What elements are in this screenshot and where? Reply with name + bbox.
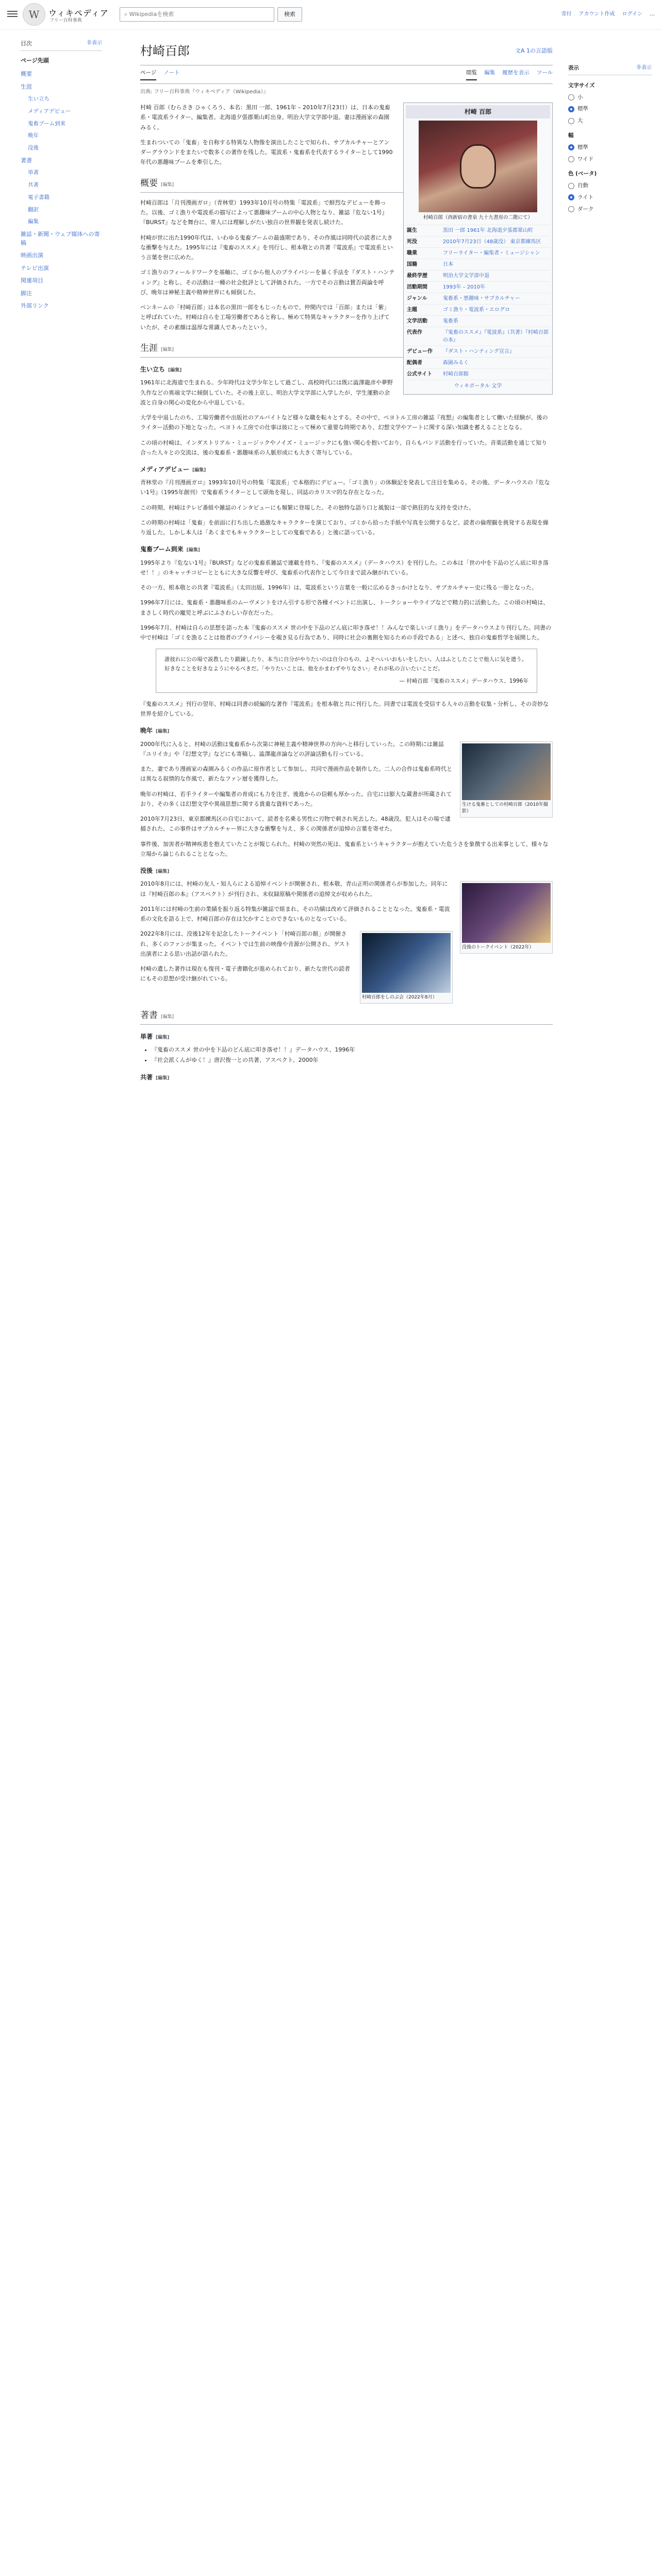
- tagline: フリー百科事典: [49, 18, 82, 23]
- paragraph: 1996年7月、村崎は自らの思想を語った本『鬼畜のススメ 世の中を下品のどん底に叩き落せ！！みんなで楽しいゴミ漁り』をデータハウスより刊行した。同書の中で村崎は「ゴミを漁ることは他者のプライバシーを覗き見る行為であり、同時に社会の裏側を知るための手段である」と述べ、独自の鬼畜哲学を展開した。: [140, 624, 552, 641]
- toc-item[interactable]: 鬼畜ブーム到来: [28, 120, 66, 127]
- infobox-value[interactable]: 『ダスト・ハンティング宣言』: [443, 349, 515, 355]
- heading-text: 共著: [140, 1073, 153, 1081]
- paragraph: 2000年代に入ると、村崎の活動は鬼畜系から次第に神秘主義や精神世界の方向へと移行していった。この時期には雑誌『ユリイカ』や『幻想文学』などにも寄稿し、澁澤龍彦論などの評論活動も行っている。: [140, 740, 444, 757]
- wikipedia-logo-icon[interactable]: W: [23, 3, 45, 26]
- toc-item[interactable]: 関連項目: [21, 277, 43, 284]
- search-button[interactable]: 検索: [277, 7, 302, 22]
- toc-item[interactable]: 単著: [28, 170, 39, 176]
- infobox-row: [406, 259, 550, 270]
- toc-hide-button[interactable]: 非表示: [87, 40, 102, 46]
- thumbnail-image[interactable]: [362, 933, 451, 993]
- option-label: 小: [577, 94, 583, 100]
- paragraph: 村崎百郎は「月刊漫画ガロ」（青林堂）1993年10月号の特集「電波系」で鮮烈なデビューを飾った。以後、ゴミ漁りや電波系の描写によって悪趣味ブームの中心人物となり、雑誌『危ない1号』『BURST』などを舞台に、常人には理解しがたい独自の世界観を発表し続けた。: [140, 199, 388, 226]
- thumbnail-caption: 生ける鬼畜としての村崎百郎（2010年撮影）: [462, 802, 548, 815]
- tab-page[interactable]: ページ: [140, 69, 156, 80]
- infobox-value[interactable]: 森園みるく: [443, 360, 469, 366]
- page-tabs: [140, 69, 553, 84]
- infobox-label: ジャンル: [407, 296, 427, 302]
- infobox-caption: 村崎百郎（西新宿の書泉 九十九書房の二階にて）: [423, 215, 533, 221]
- width-option[interactable]: [568, 155, 652, 164]
- paragraph: 2011年には村崎の生前の業績を振り返る特集が雑誌で組まれ、その功績は改めて評価されることとなった。鬼畜系・電波系の文化を語る上で、村崎百郎の存在は欠かすことのできないものとなっている。: [140, 905, 450, 923]
- toc-item[interactable]: 晩年: [28, 132, 39, 139]
- edit-link[interactable]: [編集]: [192, 468, 206, 473]
- toc-item[interactable]: 雑誌・新聞・ウェブ媒体への寄稿: [21, 231, 100, 246]
- heading-text: 生い立ち: [140, 366, 166, 374]
- infobox-label: 主題: [407, 307, 417, 313]
- language-button[interactable]: 文A 1の言語版: [515, 47, 553, 54]
- infobox-name: 村崎 百郎: [406, 105, 550, 118]
- option-label: ワイド: [577, 156, 594, 162]
- toc-item[interactable]: テレビ出演: [21, 264, 49, 272]
- edit-link[interactable]: [編集]: [186, 548, 200, 553]
- toc-item[interactable]: 生い立ち: [28, 96, 49, 103]
- paragraph: ペンネームの「村崎百郎」は本名の黒田一郎をもじったもので、仲間内では「百郎」または「紫」と呼ばれていた。村崎は自らを工場労働者であると称し、極めて特異なキャラクターを作り上げていたが、その素顔は温厚な常識人であったという。: [140, 304, 390, 331]
- radio-icon[interactable]: [568, 156, 574, 162]
- search-placeholder: Wikipediaを検索: [129, 11, 174, 18]
- color-option[interactable]: [568, 193, 652, 202]
- site-sub: 出典: フリー百科事典『ウィキペディア（Wikipedia）』: [140, 89, 269, 95]
- infobox-label: 代表作: [407, 330, 422, 336]
- text-size-options: [568, 93, 652, 125]
- subsection-heading-debut: [140, 465, 553, 474]
- infobox-label: 配偶者: [407, 360, 422, 366]
- toc-item[interactable]: 概要: [21, 71, 32, 78]
- infobox-row: [406, 327, 550, 346]
- width-options: [568, 143, 652, 164]
- toc-item[interactable]: 外部リンク: [21, 302, 49, 310]
- quote-block: [156, 649, 537, 693]
- color-option[interactable]: [568, 205, 652, 214]
- infobox-value[interactable]: 鬼畜系: [443, 318, 458, 325]
- infobox-value[interactable]: 村崎百郎館: [443, 371, 469, 378]
- heading-text: 単著: [140, 1032, 153, 1040]
- list-item: • 『社会派くんがゆく！』唐沢俊一との共著、アスペクト、2000年: [152, 1055, 553, 1065]
- paragraph: 2010年7月23日、東京都練馬区の自宅において、読者を名乗る男性に刃物で刺され死去した。48歳没。犯人はその場で逮捕された。この事件はサブカルチャー界に大きな衝撃を与え、多くの関係者が追悼の言葉を寄せた。: [140, 816, 451, 833]
- infobox: [403, 103, 553, 395]
- infobox-label: 誕生: [407, 228, 417, 234]
- edit-link[interactable]: [編集]: [156, 1075, 170, 1081]
- infobox-label: 最終学歴: [407, 273, 427, 279]
- thumbnail[interactable]: [460, 881, 553, 954]
- color-label: 色 (ベータ): [568, 171, 597, 177]
- infobox-row: [406, 293, 550, 304]
- toc-item[interactable]: 翻訳: [28, 206, 39, 213]
- edit-link[interactable]: [編集]: [161, 347, 174, 352]
- paragraph: 青林堂の『月刊漫画ガロ』1993年10月号の特集「電波系」で本格的にデビュー。「ゴミ漁り」の体験記を発表して注目を集める。その後、データハウスの『危ない1号』（1995年創刊）で鬼畜系ライターとして頭角を現し、同誌のカリスマ的な存在となった。: [140, 479, 550, 496]
- toc-item[interactable]: 編集: [28, 218, 39, 225]
- infobox-row: [406, 304, 550, 315]
- toc-item[interactable]: 脚注: [21, 290, 32, 297]
- edit-link[interactable]: [編集]: [161, 1014, 174, 1020]
- width-option[interactable]: [568, 143, 652, 152]
- width-label: 幅: [568, 132, 574, 139]
- infobox-row: [406, 270, 550, 281]
- toc-sidebar: [0, 30, 109, 313]
- quote-source: — 村崎百郎『鬼畜のススメ』データハウス、1996年: [399, 678, 528, 685]
- thumbnail-image[interactable]: [462, 743, 551, 800]
- more-menu-icon[interactable]: …: [650, 11, 655, 17]
- thumbnail-caption: 没後のトークイベント（2022年）: [462, 945, 534, 951]
- infobox-row: [406, 225, 550, 236]
- infobox-label: 公式サイト: [407, 371, 433, 378]
- toc-item[interactable]: 生涯: [21, 83, 32, 90]
- toc-item[interactable]: 没後: [28, 145, 39, 151]
- infobox-label: 活動期間: [407, 284, 427, 291]
- heading-text: 概要: [140, 178, 158, 189]
- search-icon: ⌕: [124, 11, 129, 18]
- paragraph: 2022年8月には、没後12年を記念したトークイベント「村崎百郎の館」が開催され、多くのファンが集まった。イベントでは生前の映像や音源が公開され、ゲスト出演者による思い出話が語られた。: [140, 930, 351, 957]
- wordmark[interactable]: ウィキペディア: [48, 8, 109, 18]
- option-label: 標準: [577, 144, 588, 150]
- infobox-value[interactable]: 1993年 – 2010年: [443, 284, 486, 291]
- appearance-head: [568, 64, 652, 75]
- tools-sidebar: [562, 30, 658, 217]
- paragraph: また、妻であり漫画家の森園みるくの作品に原作者として参加し、共同で漫画作品を制作した。二人の合作は鬼畜系時代とは異なる叙情的な作風で、新たなファン層を獲得した。: [140, 766, 452, 783]
- paragraph: 大学を中退したのち、工場労働者や出版社のアルバイトなど様々な職を転々とする。その中で、ペヨトル工房の雑誌『夜想』の編集者として働いた経験が、後のライター活動の下地となった。ペヨトル工房での仕事は彼にとって極めて重要な時期であり、幻想文学やアートに関する深い知識を蓄えることとなる。: [140, 414, 548, 431]
- infobox-value[interactable]: 明治大学文学部中退: [443, 273, 489, 279]
- list-item: • 『鬼畜のススメ 世の中を下品のどん底に叩き落せ！！』データハウス、1996年: [152, 1045, 553, 1055]
- paragraph: 1996年7月には、鬼畜系・悪趣味系のムーヴメントをけん引する形で各種イベントに出演し、トークショーやライブなどで精力的に活動した。この頃の村崎は、まさしく時代の寵児と呼ぶにふさわしい存在だった。: [140, 599, 549, 616]
- edit-link[interactable]: [編集]: [156, 1035, 170, 1040]
- tab-talk[interactable]: ノート: [163, 70, 180, 76]
- toc-item[interactable]: 電子書籍: [28, 194, 49, 200]
- thumbnail[interactable]: [460, 741, 553, 818]
- portrait-figure: [460, 144, 496, 189]
- radio-icon[interactable]: [568, 183, 574, 189]
- infobox-value[interactable]: 日本: [443, 262, 453, 268]
- heading-text: 没後: [140, 867, 153, 875]
- appearance-heading: 表示: [568, 65, 579, 71]
- heading-text: 鬼畜ブーム到来: [140, 546, 184, 553]
- thumbnail-image[interactable]: [462, 883, 551, 943]
- infobox-value[interactable]: 黒田 一郎 1961年 北海道夕張郡栗山町: [443, 228, 533, 234]
- paragraph: 『鬼畜のススメ』刊行の翌年、村崎は同書の続編的な著作『電波系』を根本敬と共に刊行した。同書では電波を受信する人々の言動を収集・分析し、その奇妙な世界を紹介している。: [140, 700, 549, 718]
- paragraph: 村崎が世に出た1990年代は、いわゆる鬼畜ブームの最盛期であり、その作風は同時代の読者に大きな衝撃を与えた。1995年には『鬼畜のススメ』を刊行し、根本敬との共著『電波系』で電波系という言葉を世に広めた。: [140, 234, 393, 261]
- edit-link[interactable]: [編集]: [156, 729, 170, 735]
- tab-edit[interactable]: 編集: [484, 70, 495, 76]
- radio-icon[interactable]: [568, 106, 574, 112]
- paragraph: 晩年の村崎は、若手ライターや編集者の育成にも力を注ぎ、後進からの信頼も厚かった。自宅には膨大な蔵書が所蔵されており、その多くは幻想文学や異端思想に関する貴重な資料であった。: [140, 790, 452, 807]
- portal-link[interactable]: ウィキポータル 文学: [406, 380, 550, 392]
- toc-item[interactable]: 映画出演: [21, 252, 43, 259]
- radio-icon[interactable]: [568, 94, 574, 100]
- text-size-label: 文字サイズ: [568, 82, 595, 89]
- paragraph: 2010年8月には、村崎の友人・知人らによる追悼イベントが開催され、根本敬、青山正明の関係者らが参加した。同年には『村崎百郎の本』（アスペクト）が刊行され、未収録原稿や関係者の追悼文が収められた。: [140, 880, 448, 897]
- heading-text: メディアデビュー: [140, 466, 190, 473]
- subsection-heading-single: [140, 1032, 553, 1042]
- text-option[interactable]: [568, 105, 652, 113]
- infobox-value[interactable]: 2010年7月23日（48歳没） 東京都練馬区: [443, 239, 541, 245]
- infobox-label: 文学活動: [407, 318, 427, 325]
- infobox-row: [406, 368, 550, 380]
- infobox-value[interactable]: 『鬼畜のススメ』『電波系』（共著）『村崎百郎の本』: [443, 330, 549, 344]
- option-label: ライト: [577, 194, 594, 200]
- heading-text: 晩年: [140, 727, 153, 735]
- infobox-value[interactable]: ゴミ漁り・電波系・エログロ: [443, 307, 510, 313]
- user-links: [561, 10, 655, 19]
- subsection-heading-boom: [140, 545, 553, 554]
- toc-list: [21, 68, 102, 313]
- infobox-label: 国籍: [407, 262, 417, 268]
- color-options: [568, 181, 652, 213]
- paragraph: ゴミ漁りのフィールドワークを基軸に、ゴミから他人のプライバシーを暴く手法を『ダスト・ハンティング』と称し、その活動は一種の社会批評として評価された。一方でその言動は賛否両論を呼び、晩年は神秘主義や精神世界にも傾倒した。: [140, 269, 395, 296]
- toc-head: [21, 39, 102, 51]
- subsection-heading-late: [140, 726, 553, 736]
- page-title: [140, 41, 553, 65]
- search-input[interactable]: [120, 7, 274, 22]
- login-link[interactable]: ログイン: [622, 11, 642, 17]
- works-list: [152, 1045, 553, 1065]
- toc-item[interactable]: 共著: [28, 182, 39, 189]
- lead-paragraph: 生まれついての「鬼畜」を自称する特異な人物像を演出したことで知られ、サブカルチャーとアンダーグラウンドをまたいで数多くの著作を残した。電波系・鬼畜系を代表するライターとして1990年代の悪趣味ブームを牽引した。: [140, 139, 393, 166]
- heading-text: 著書: [140, 1010, 158, 1021]
- tab-tools[interactable]: ツール: [536, 70, 553, 76]
- main-content: [140, 30, 553, 1086]
- quote-text: 誰彼れに公の場で説教したり鍛錬したり、本当に自分がやりたいのは自分のもの、よそへいいおもいをしたい。人はふとしたことで他人に気を遣う。好きなことを好きなようにやるべきだ。「やりたいことは、他をかまわずやりなさい」それが私の言いたいことだ。: [164, 656, 527, 672]
- infobox-row: [406, 236, 550, 247]
- edit-link[interactable]: [編集]: [156, 869, 170, 875]
- option-label: ダーク: [577, 206, 594, 212]
- infobox-rows: [406, 225, 550, 380]
- page-title-text: 村崎百郎: [140, 44, 190, 58]
- paragraph: 事件後、加害者が精神疾患を抱えていたことが報じられた。村崎の突然の死は、鬼畜系というキャラクターが抱えていた危うさを象徴する出来事として、様々な立場から論じられることとなった。: [140, 840, 549, 857]
- infobox-row: [406, 346, 550, 357]
- color-option[interactable]: [568, 181, 652, 190]
- toc-item[interactable]: 著書: [21, 157, 32, 164]
- thumbnail[interactable]: [360, 931, 453, 1004]
- subsection-heading-after: [140, 866, 553, 876]
- section-heading-books: [140, 1009, 553, 1025]
- radio-icon[interactable]: [568, 206, 574, 212]
- text-option[interactable]: [568, 93, 652, 102]
- paragraph: 1961年に北海道で生まれる。少年時代は文学少年として過ごし、高校時代には既に澁澤龍彦や夢野久作などの異端文学に傾倒していた。その後上京し、明治大学文学部に入学したが、学生運動の余波と自身の関心の変化から中退している。: [140, 379, 393, 406]
- radio-icon[interactable]: [568, 118, 574, 124]
- option-label: 標準: [577, 106, 588, 112]
- paragraph: この時期、村崎はテレビ番組や雑誌のインタビューにも頻繁に登場した。その独特な語り口と風貌は一部で熱狂的な支持を受けた。: [140, 504, 475, 511]
- edit-link[interactable]: [編集]: [161, 182, 174, 188]
- infobox-value[interactable]: 鬼畜系・悪趣味・サブカルチャー: [443, 296, 520, 302]
- radio-icon[interactable]: [568, 194, 574, 200]
- tab-read[interactable]: 閲覧: [466, 69, 477, 80]
- paragraph: この頃の村崎は、インダストリアル・ミュージックやノイズ・ミュージックにも強い関心を抱いており、自らもバンド活動を行っていた。音楽活動を通じて知り合った人々との交流は、後の鬼畜系・悪趣味系の人脈形成にも大きく寄与している。: [140, 439, 548, 456]
- heading-text: 生涯: [140, 343, 158, 353]
- infobox-row: [406, 281, 550, 293]
- paragraph: その一方、根本敬との共著『電波系』（太田出版、1996年）は、電波系という言葉を一般に広めるきっかけとなり、サブカルチャー史に残る一冊となった。: [140, 584, 538, 591]
- edit-link[interactable]: [編集]: [168, 368, 182, 374]
- infobox-value[interactable]: フリーライター・編集者・ミュージシャン: [443, 250, 540, 257]
- toc-top-link[interactable]: ページ先頭: [21, 57, 49, 64]
- option-label: 大: [577, 117, 583, 124]
- radio-icon[interactable]: [568, 144, 574, 150]
- infobox-row: [406, 357, 550, 368]
- paragraph: 1995年より『危ない1号』『BURST』などの鬼畜系雑誌で連載を持ち、『鬼畜のススメ』（データハウス）を刊行した。この本は「世の中を下品のどん底に叩き落せ！！」のキャッチコピーとともに大きな反響を呼び、鬼畜系の代表作として今日まで読み継がれている。: [140, 559, 549, 576]
- tab-history[interactable]: 履歴を表示: [502, 70, 529, 76]
- infobox-label: 職業: [407, 250, 417, 257]
- toc-heading: 目次: [21, 40, 32, 47]
- donate-link[interactable]: 寄付: [561, 11, 572, 17]
- appearance-hide-button[interactable]: 非表示: [636, 65, 652, 71]
- infobox-photo[interactable]: [419, 121, 537, 212]
- infobox-label: デビュー作: [407, 349, 433, 355]
- paragraph: この時期の村崎は「鬼畜」を前面に打ち出した過激なキャラクターを演じており、ゴミから拾った手紙や写真を公開するなど、読者の倫理観を挑発する表現を繰り返した。しかし本人は「あくまでもキャラクターとしての鬼畜である」と後に語っている。: [140, 519, 549, 536]
- subsection-heading-co: [140, 1073, 553, 1082]
- create-account-link[interactable]: アカウント作成: [578, 11, 615, 17]
- infobox-row: [406, 247, 550, 259]
- lead-paragraph: 村崎 百郎（むらさき ひゃくろう、本名：黒田 一郎、1961年 – 2010年7月23日）は、日本の鬼畜系・電波系ライター、編集者。北海道夕張郡栗山町出身。明治大学文学部中退。妻は漫画家の森園みるく。: [140, 104, 390, 131]
- main-menu-icon[interactable]: [7, 9, 18, 18]
- infobox-label: 死没: [407, 239, 417, 245]
- header: [0, 0, 662, 30]
- option-label: 自動: [577, 182, 588, 189]
- infobox-row: [406, 315, 550, 327]
- thumbnail-caption: 村崎百郎をしのぶ会（2022年8月）: [362, 995, 437, 1001]
- text-option[interactable]: [568, 116, 652, 125]
- toc-item[interactable]: メディアデビュー: [28, 108, 71, 114]
- paragraph: 村崎の遺した著作は現在も復刊・電子書籍化が進められており、新たな世代の読者にもその思想が受け継がれている。: [140, 965, 350, 982]
